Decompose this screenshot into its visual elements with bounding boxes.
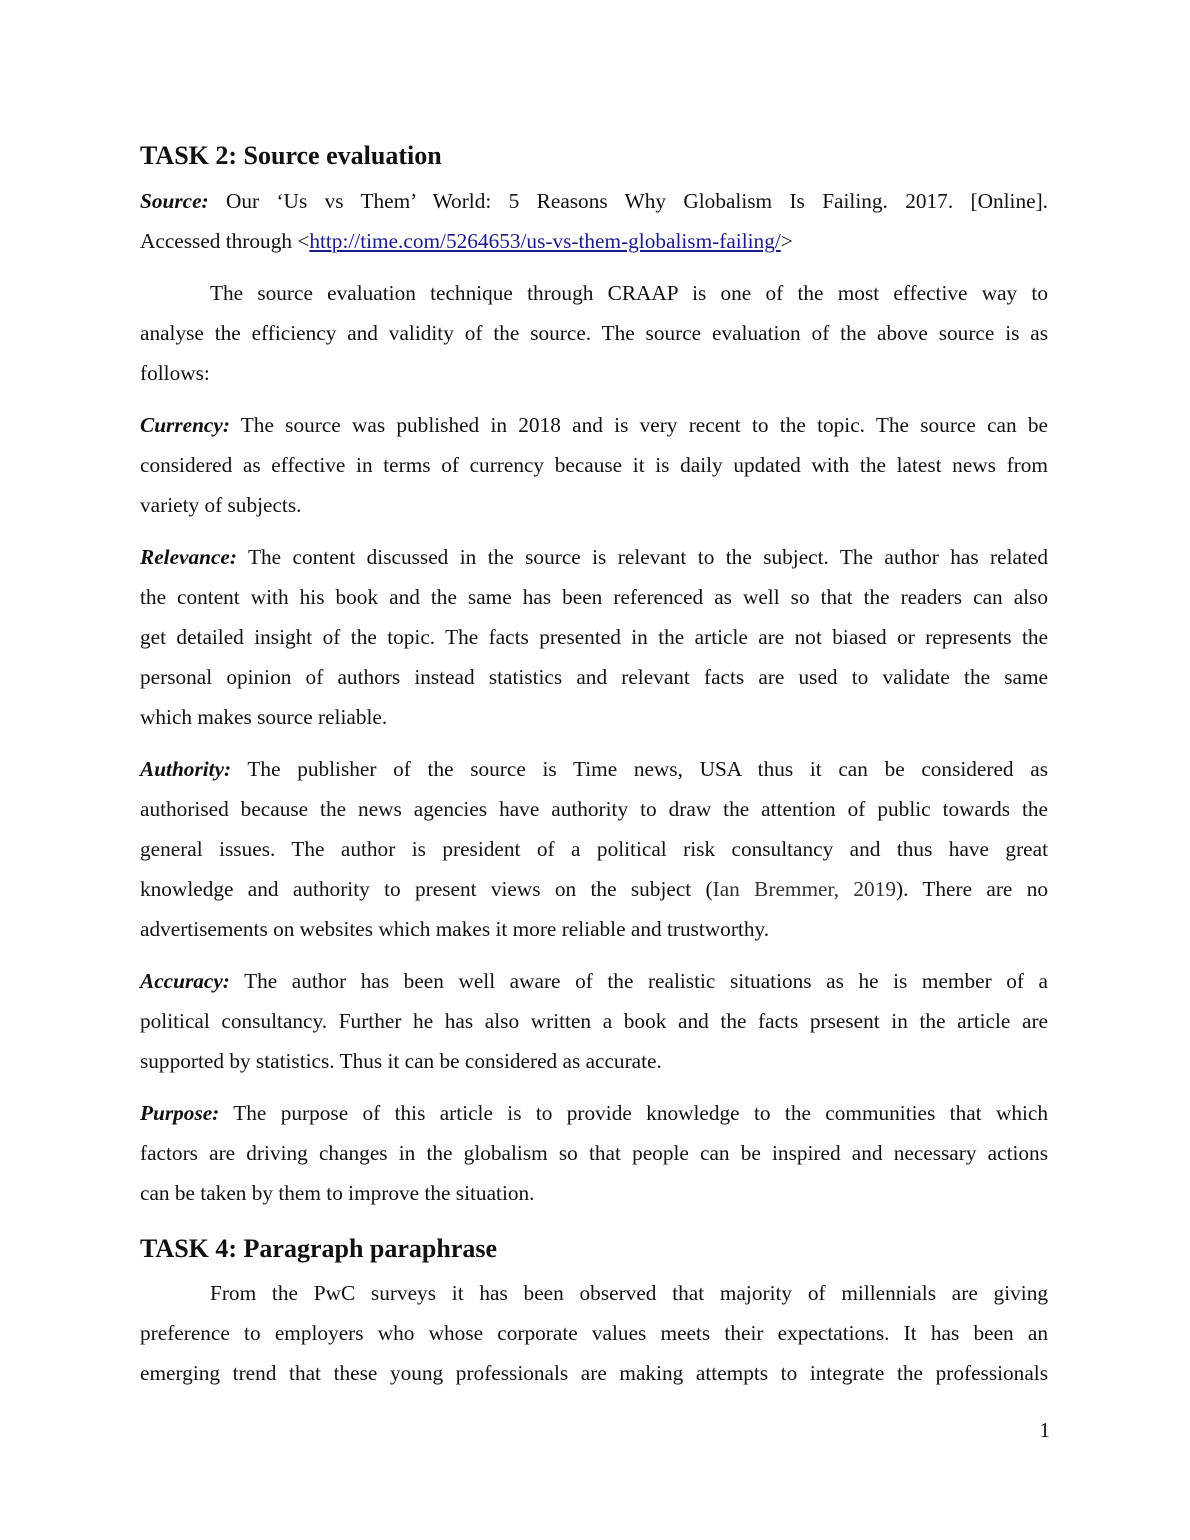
line: knowledge and authority to present views on the subject ( <box>140 877 713 901</box>
line: emerging trend that these young professionals are making attempts to integrate the professionals <box>140 1361 1048 1385</box>
line: The source evaluation technique through CRAAP is one of the most effective way to <box>210 281 1048 305</box>
currency-label: Currency: <box>140 413 230 437</box>
intro-paragraph <box>140 273 1048 393</box>
line: general issues. The author is president of a political risk consultancy and thus have great <box>140 837 1048 861</box>
accessed-text: Accessed through < <box>140 229 310 253</box>
line: The publisher of the source is Time news, USA thus it can be considered as <box>231 757 1048 781</box>
source-link[interactable]: http://time.com/5264653/us-vs-them-globalism-failing/ <box>309 229 781 253</box>
page-number: 1 <box>1039 1418 1050 1442</box>
line: can be taken by them to improve the situation. <box>140 1181 535 1205</box>
accuracy-paragraph <box>140 961 1048 1081</box>
line: preference to employers who whose corporate values meets their expectations. It has been an <box>140 1321 1048 1345</box>
line: The author has been well aware of the realistic situations as he is member of a <box>229 969 1048 993</box>
line: The source was published in 2018 and is very recent to the topic. The source can be <box>229 413 1048 437</box>
line: From the PwC surveys it has been observed that majority of millennials are giving <box>210 1281 1048 1305</box>
line: ). There are no <box>896 877 1048 901</box>
line: factors are driving changes in the globalism so that people can be inspired and necessary actions <box>140 1141 1048 1165</box>
line: The content discussed in the source is relevant to the subject. The author has related <box>236 545 1048 569</box>
line: political consultancy. Further he has also written a book and the facts prsesent in the article are <box>140 1009 1048 1033</box>
line: The purpose of this article is to provide knowledge to the communities that which <box>219 1101 1048 1125</box>
citation: Ian Bremmer, 2019 <box>712 877 896 901</box>
line: analyse the efficiency and validity of the source. The source evaluation of the above source is as <box>140 321 1048 345</box>
authority-label: Authority: <box>140 757 232 781</box>
line: the content with his book and the same has been referenced as well so that the readers can also <box>140 585 1048 609</box>
line: variety of subjects. <box>140 493 302 517</box>
paraphrase-paragraph <box>140 1273 1048 1393</box>
purpose-paragraph <box>140 1093 1048 1213</box>
line: follows: <box>140 361 210 385</box>
line: considered as effective in terms of currency because it is daily updated with the latest news from <box>140 453 1048 477</box>
line: advertisements on websites which makes it more reliable and trustworthy. <box>140 917 770 941</box>
bracket: > <box>780 229 793 253</box>
task2-heading: TASK 2: Source evaluation <box>140 141 442 170</box>
relevance-label: Relevance: <box>140 545 237 569</box>
source-label: Source: <box>140 189 209 213</box>
line: authorised because the news agencies have authority to draw the attention of public towards the <box>140 797 1048 821</box>
source-paragraph <box>140 181 1048 261</box>
document-page <box>140 140 1048 1405</box>
purpose-label: Purpose: <box>140 1101 220 1125</box>
authority-paragraph <box>140 749 1048 949</box>
line: personal opinion of authors instead statistics and relevant facts are used to validate the same <box>140 665 1048 689</box>
task4-heading: TASK 4: Paragraph paraphrase <box>140 1234 498 1263</box>
currency-paragraph <box>140 405 1048 525</box>
line: supported by statistics. Thus it can be considered as accurate. <box>140 1049 662 1073</box>
accuracy-label: Accuracy: <box>140 969 230 993</box>
line: which makes source reliable. <box>140 705 388 729</box>
source-text: Our ‘Us vs Them’ World: 5 Reasons Why Globalism Is Failing. 2017. [Online]. <box>208 189 1048 213</box>
line: get detailed insight of the topic. The facts presented in the article are not biased or represents the <box>140 625 1048 649</box>
relevance-paragraph <box>140 537 1048 737</box>
